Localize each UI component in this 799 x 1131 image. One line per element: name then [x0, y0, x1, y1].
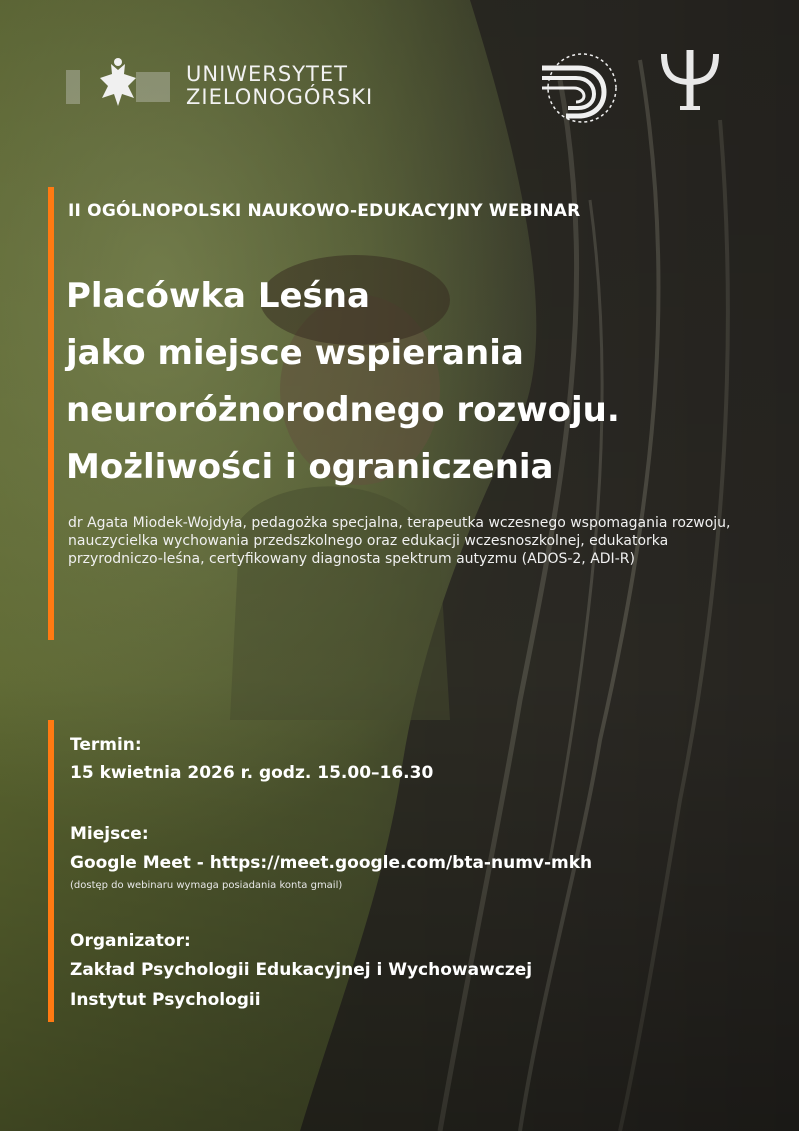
title-line: jako miejsce wspierania [66, 333, 524, 373]
psi-icon [656, 46, 724, 112]
accent-bar-top [48, 187, 54, 640]
place-note: (dostęp do webinaru wymaga posiadania konta gmail) [70, 880, 343, 891]
title-line: Placówka Leśna [66, 276, 370, 316]
speaker-line: przyrodniczo-leśna, certyfikowany diagnosta spektrum autyzmu (ADOS-2, ADI-R) [68, 551, 635, 567]
speaker-line: nauczycielka wychowania przedszkolnego oraz edukacji wczesnoszkolnej, edukatorka [68, 533, 669, 549]
term-label: Termin: [70, 735, 142, 755]
organizer-line: Instytut Psychologii [70, 990, 261, 1010]
organizer-line: Zakład Psychologii Edukacyjnej i Wychowawczej [70, 960, 533, 980]
term-value: 15 kwietnia 2026 r. godz. 15.00–16.30 [70, 763, 434, 783]
faculty-seal-icon [538, 48, 620, 130]
university-logo [66, 56, 406, 116]
place-value-link[interactable]: Google Meet - https://meet.google.com/bta-numv-mkh [70, 853, 593, 873]
university-name-line2: ZIELONOGÓRSKI [186, 85, 374, 109]
organizer-label: Organizator: [70, 931, 191, 951]
accent-bar-bottom [48, 720, 54, 1022]
speaker-line: dr Agata Miodek-Wojdyła, pedagożka specjalna, terapeutka wczesnego wspomagania rozwoju, [68, 515, 731, 531]
place-label: Miejsce: [70, 824, 149, 844]
eagle-icon [66, 56, 176, 116]
speaker-description [68, 514, 768, 568]
event-kicker: II OGÓLNOPOLSKI NAUKOWO-EDUKACYJNY WEBINAR [68, 201, 581, 221]
title-line: Możliwości i ograniczenia [66, 447, 554, 487]
event-title [66, 268, 620, 496]
university-name-line1: UNIWERSYTET [186, 62, 348, 86]
title-line: neuroróżnorodnego rozwoju. [66, 390, 620, 430]
